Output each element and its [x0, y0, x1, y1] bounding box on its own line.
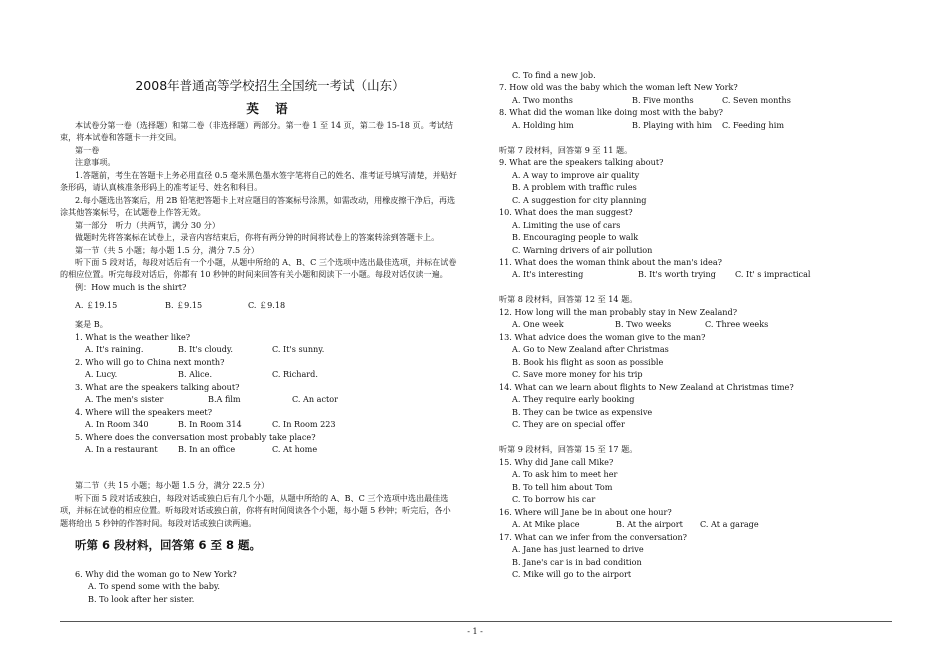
section2-line: 项，并标在试卷的相应位置。听每段对话或独白前，你将有时间阅读各个小题，每小题 5 秒钟；听完后，各小 [60, 505, 451, 515]
option-c: C. At home [272, 444, 318, 454]
option-a: A. A way to improve air quality [512, 170, 640, 180]
option-c: C. Warning drivers of air pollution [512, 245, 653, 255]
option-a: A. One week [512, 319, 564, 329]
option-b: B. Jane's car is in bad condition [512, 557, 642, 567]
intro-line: 条形码，请认真核准条形码上的准考证号、姓名和科目。 [60, 182, 263, 192]
intro-line: 做题时先将答案标在试卷上，录音内容结束后，你将有两分钟的时间将试卷上的答案转涂到答题卡上。 [75, 232, 440, 242]
option-b: B. It's cloudy. [178, 344, 233, 354]
question: 11. What does the woman think about the man's idea? [499, 257, 722, 267]
option-a: A. It's interesting [512, 269, 584, 279]
option-a: A. They require early booking [512, 394, 635, 404]
option-b: B. Book his flight as soon as possible [512, 357, 664, 367]
option-b: B. In Room 314 [178, 419, 242, 429]
option-a: A. Jane has just learned to drive [512, 544, 644, 554]
option-b: B. It's worth trying [638, 269, 716, 279]
option-c: C. An actor [292, 394, 339, 404]
option-b: B. Five months [632, 95, 694, 105]
section-heading: 听第 7 段材料，回答第 9 至 11 题。 [499, 145, 633, 155]
intro-line: 的相应位置。听完每段对话后，你都有 10 秒钟的时间来回答有关小题和阅读下一小题。每段对话仅读一遍。 [60, 269, 448, 279]
option-b: B. In an office [178, 444, 236, 454]
section-heading: 听第 8 段材料，回答第 12 至 14 题。 [499, 294, 638, 304]
footer-divider [60, 621, 892, 622]
option-a: A. In a restaurant [85, 444, 158, 454]
option-b: B. Two weeks [615, 319, 672, 329]
question: 3. What are the speakers talking about? [75, 382, 240, 392]
question: 15. Why did Jane call Mike? [499, 457, 614, 467]
option-c: C. It's sunny. [272, 344, 325, 354]
option-b: B. They can be twice as expensive [512, 407, 653, 417]
option-b: B. Playing with him [632, 120, 713, 130]
option-b: B. Encouraging people to walk [512, 232, 639, 242]
example-option-c: C. ￡9.18 [248, 300, 286, 310]
option-c: C. It' s impractical [735, 269, 811, 279]
option-a: A. Holding him [512, 120, 574, 130]
subject-title: 英 语 [246, 101, 294, 116]
question: 16. Where will Jane be in about one hour? [499, 507, 672, 517]
option-c: C. Save more money for his trip [512, 369, 643, 379]
intro-line: 涂其他答案标号，在试题卷上作答无效。 [60, 207, 206, 217]
question: 12. How long will the man probably stay in New Zealand? [499, 307, 738, 317]
option-c: C. They are on special offer [512, 419, 625, 429]
option-b: B. To look after her sister. [88, 594, 195, 604]
option-a: A. Go to New Zealand after Christmas [512, 344, 669, 354]
question: 2. Who will go to China next month? [75, 357, 225, 367]
section-heading: 听第 9 段材料，回答第 15 至 17 题。 [499, 444, 638, 454]
question: 6. Why did the woman go to New York? [75, 569, 237, 579]
option-c: C. To borrow his car [512, 494, 596, 504]
option-a: A. At Mike place [512, 519, 580, 529]
intro-line: 第一卷 [75, 145, 100, 155]
option-c: C. To find a new job. [512, 70, 596, 80]
intro-line: 注意事项。 [75, 157, 116, 167]
exam-title: 2008年普通高等学校招生全国统一考试（山东） [135, 78, 405, 93]
question: 8. What did the woman like doing most with the baby? [499, 107, 723, 117]
intro-line: 第一节（共 5 小题；每小题 1.5 分，满分 7.5 分） [75, 245, 259, 255]
option-a: A. Two months [512, 95, 573, 105]
option-b: B. To tell him about Tom [512, 482, 613, 492]
question: 9. What are the speakers talking about? [499, 157, 664, 167]
section2-line: 题将给出 5 秒钟的作答时间。每段对话或独白读两遍。 [60, 518, 257, 528]
option-c: C. In Room 223 [272, 419, 336, 429]
option-c: C. Mike will go to the airport [512, 569, 632, 579]
question: 10. What does the man suggest? [499, 207, 633, 217]
option-a: A. In Room 340 [85, 419, 149, 429]
example-answer: 案是 B。 [75, 319, 108, 329]
option-c: C. Richard. [272, 369, 318, 379]
intro-line: 听下面 5 段对话，每段对话后有一个小题，从题中所给的 A、B、C 三个选项中选出最佳选项，并标在试卷 [75, 257, 457, 267]
option-c: C. Feeding him [722, 120, 785, 130]
question: 1. What is the weather like? [75, 332, 191, 342]
option-a: A. Lucy. [85, 369, 118, 379]
question: 4. Where will the speakers meet? [75, 407, 213, 417]
option-a: A. To spend some with the baby. [88, 581, 221, 591]
option-b: B. Alice. [178, 369, 213, 379]
intro-line: 束，将本试卷和答题卡一并交回。 [60, 132, 182, 142]
example-option-b: B. ￡9.15 [165, 300, 203, 310]
question: 17. What can we infer from the conversation? [499, 532, 687, 542]
question: 5. Where does the conversation most probably take place? [75, 432, 316, 442]
intro-line: 2.每小题选出答案后，用 2B 铅笔把答题卡上对应题目的答案标号涂黑，如需改动，用橡皮擦干净后，再选 [75, 195, 456, 205]
question: 13. What advice does the woman give to the man? [499, 332, 706, 342]
page-number: - 1 - [467, 627, 483, 636]
option-a: A. Limiting the use of cars [512, 220, 621, 230]
example-option-a: A. ￡19.15 [75, 300, 118, 310]
option-b: B.A film [208, 394, 241, 404]
question: 14. What can we learn about flights to New Zealand at Christmas time? [499, 382, 794, 392]
section2-line: 第二节（共 15 小题；每小题 1.5 分，满分 22.5 分） [75, 480, 270, 490]
option-a: A. It's raining. [85, 344, 144, 354]
option-b: B. A problem with traffic rules [512, 182, 637, 192]
intro-line: 第一部分 听力（共两节，满分 30 分） [75, 220, 220, 230]
section2-line: 听下面 5 段对话或独白，每段对话或独白后有几个小题，从题中所给的 A、B、C 三个选项中选出最佳选 [75, 493, 449, 503]
option-a: A. To ask him to meet her [512, 469, 618, 479]
option-c: C. At a garage [700, 519, 759, 529]
intro-line: 本试卷分第一卷（选择题）和第二卷（非选择题）两部分。第一卷 1 至 14 页，第二卷 15-18 页。考试结 [75, 120, 453, 130]
intro-line: 1.答题前，考生在答题卡上务必用直径 0.5 毫米黑色墨水签字笔将自己的姓名、准考证号填写清楚，并贴好 [75, 170, 457, 180]
section-heading: 听第 6 段材料，回答第 6 至 8 题。 [75, 538, 262, 552]
option-b: B. At the airport [616, 519, 683, 529]
question: 7. How old was the baby which the woman left New York? [499, 82, 738, 92]
option-a: A. The men's sister [85, 394, 164, 404]
intro-line: 例：How much is the shirt? [75, 282, 187, 292]
option-c: C. A suggestion for city planning [512, 195, 647, 205]
option-c: C. Seven months [722, 95, 791, 105]
option-c: C. Three weeks [705, 319, 769, 329]
